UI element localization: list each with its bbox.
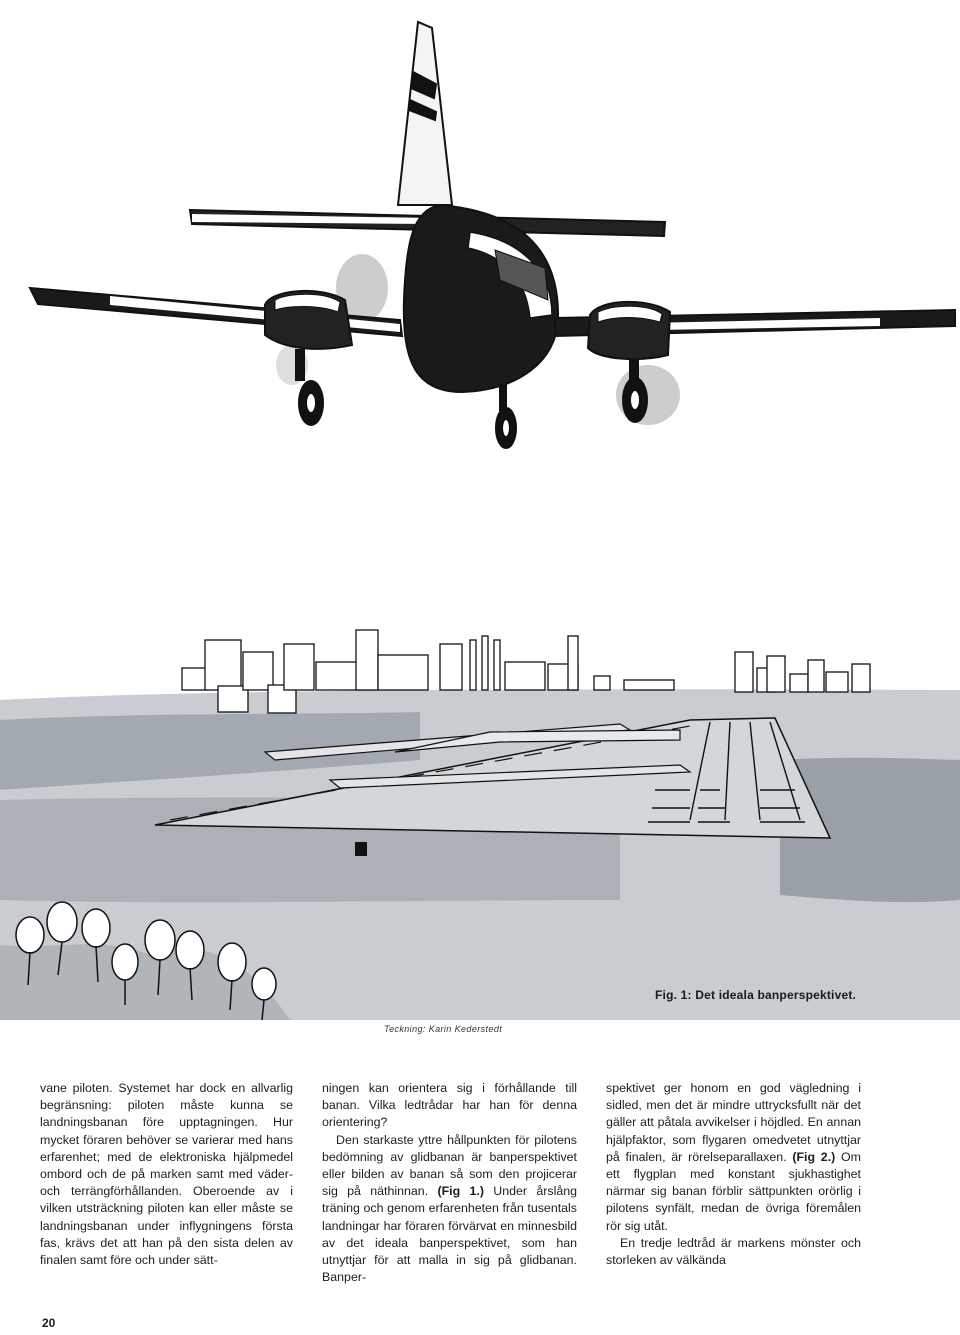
paragraph-text: Om ett flygplan med konstant sjukhastighet närmar sig banan förblir sättpunkten orörlig i pilotens synfält, medan de övriga föremålen rör sig utåt. (606, 1149, 861, 1233)
paragraph: ningen kan orientera sig i förhållande till banan. Vilka ledtrådar har han för denna orientering? (322, 1081, 577, 1130)
paragraph (322, 1132, 577, 1287)
text-column-2 (322, 1080, 577, 1286)
airfield-landscape (0, 630, 960, 1020)
figure-reference: (Fig 1.) (437, 1184, 484, 1199)
figure-caption: Fig. 1: Det ideala banperspektivet. (655, 988, 857, 1002)
paragraph-text: spektivet ger honom en god vägledning i sidled, men det är mindre uttrycksfullt när det gäller att påtala avvikelser i höjdled. En annan hjälpfaktor, som flygaren omedvetet utnyttjar på finalen, är rörelseparallaxen. (606, 1081, 861, 1164)
airplane-drawing (30, 22, 955, 448)
paragraph-text: Under årslång träning och genom erfarenheten från tusentals landningar har föraren förvärvat en minnesbild av det ideala banperspektivet, som han utnyttjar för att malla in sig på glidbanan. Banper- (322, 1184, 578, 1285)
text-column-3 (606, 1080, 861, 1269)
paragraph: En tredje ledtråd är markens mönster och storleken av välkända (606, 1235, 861, 1268)
paragraph: vane piloten. Systemet har dock en allvarlig begränsning: piloten måste kunna se landningsbanan före upptagningen. Hur mycket föraren behöver se varierar med hans erfarenhet; med de elektroniska hjälpmedel ombord och de på marken samt med väder- och terrängförhållanden. Oberoende av i vilken utsträckning piloten kan eller måste se landningsbanan under inflygningens första fas, krävs det att han på den sista delen av finalen samt före och under sätt- (40, 1081, 293, 1268)
paragraph-text: Den starkaste yttre hållpunkten för pilotens bedömning av glidbanan är banperspektivet eller bilden av banan så som den projicerar sig på näthinnan. (322, 1132, 577, 1199)
figure-credit: Teckning: Karin Kederstedt (384, 1024, 503, 1034)
page-number: 20 (42, 1316, 56, 1330)
text-column-1 (40, 1080, 293, 1269)
figure-reference: (Fig 2.) (792, 1149, 836, 1164)
paragraph (606, 1080, 861, 1235)
